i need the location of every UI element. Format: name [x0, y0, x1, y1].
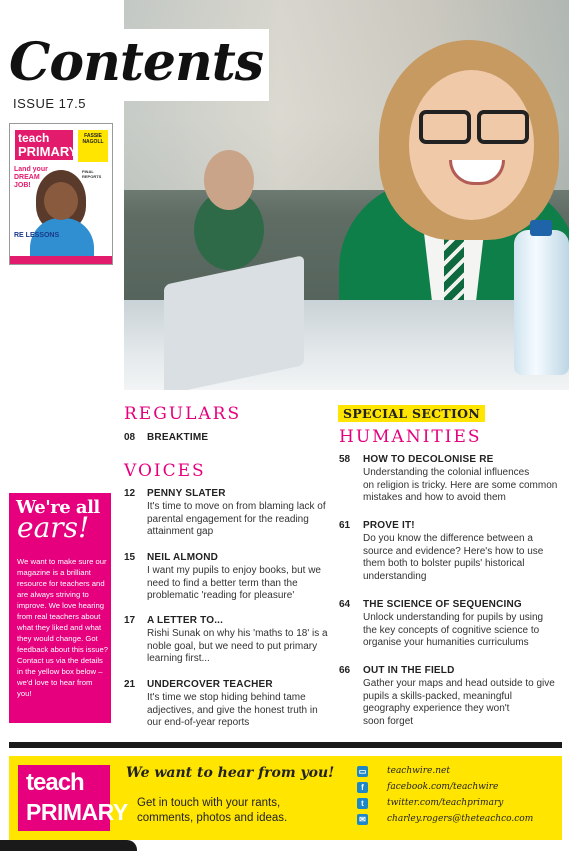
contact-website[interactable] [357, 766, 557, 780]
cover-masthead [15, 130, 78, 160]
feedback-text: We want to make sure our magazine is a brilliant resource for teachers and are always striving to improve. We love hearing from real teachers about what they liked and what they would change. Got feedback about this issue? Contact us via the details in the yellow box below – we'd love to hear from you! [17, 557, 109, 698]
page-title: Contents [9, 32, 264, 93]
logo-line1: teach [26, 769, 84, 796]
contents-entry[interactable] [124, 679, 334, 731]
entry-description: It's time to move on from blaming lack of parental engagement for the reading attainment gap [147, 501, 326, 537]
contents-entry[interactable] [124, 432, 324, 446]
entry-title: HOW TO DECOLONISE RE [363, 454, 494, 465]
contents-entry[interactable] [339, 599, 561, 651]
monitor-icon: ▭ [358, 767, 367, 776]
entry-title: NEIL ALMOND [147, 552, 219, 563]
entry-description: Gather your maps and head outside to give pupils a skills-packed, meaningful geography experience they won't soon forget [363, 678, 555, 727]
issue-number: ISSUE 17.5 [13, 96, 86, 111]
entry-title: THE SCIENCE OF SEQUENCING [363, 599, 522, 610]
page-number: 08 [124, 432, 136, 443]
feedback-heading-script: ears! [17, 511, 90, 544]
facebook-icon: f [357, 782, 368, 793]
page-number: 21 [124, 679, 136, 690]
contact-email[interactable] [357, 814, 557, 828]
entry-title: UNDERCOVER TEACHER [147, 679, 273, 690]
page-footer-tab [0, 840, 137, 851]
cover-line: FINAL REPORTS [82, 169, 102, 179]
feedback-panel [9, 493, 111, 723]
contents-entry[interactable] [339, 454, 561, 506]
entry-title: OUT IN THE FIELD [363, 665, 455, 676]
magazine-cover-thumbnail[interactable] [9, 123, 113, 265]
logo-line2: PRIMARY [26, 799, 128, 825]
cover-masthead-line1: teach [18, 131, 50, 145]
twitter-icon: t [357, 798, 368, 809]
entry-title: A LETTER TO... [147, 615, 224, 626]
special-section-label: SPECIAL SECTION [338, 405, 485, 422]
entry-title: PROVE IT! [363, 520, 415, 531]
teach-primary-logo[interactable] [18, 765, 128, 831]
cover-masthead-line2: PRIMARY [18, 144, 78, 159]
page-number: 12 [124, 488, 136, 499]
entry-description: Rishi Sunak on why his 'maths to 18' is a noble goal, but we need to put primary learning first... [147, 628, 328, 664]
section-heading-humanities: HUMANITIES [339, 427, 482, 447]
section-heading-voices: VOICES [124, 461, 206, 481]
page-number: 66 [339, 665, 351, 676]
page-number: 17 [124, 615, 136, 626]
page-number: 64 [339, 599, 351, 610]
feedback-heading: We're all [16, 497, 100, 518]
contact-text: twitter.com/teachprimary [387, 798, 504, 808]
section-heading-regulars: REGULARS [124, 404, 242, 424]
contact-facebook[interactable] [357, 782, 557, 796]
contact-twitter[interactable] [357, 798, 557, 812]
entry-description: I want my pupils to enjoy books, but we need to find a better term than the problematic 'reading for pleasure' [147, 565, 321, 601]
contact-text: teachwire.net [387, 766, 450, 776]
contact-text: charley.rogers@theteachco.com [387, 814, 534, 824]
entry-description: Unlock understanding for pupils by using the key concepts of cognitive science to organise your humanities curriculums [363, 612, 544, 648]
entry-description: Understanding the colonial influences on religion is tricky. Here are some common mistakes and how to avoid them [363, 467, 558, 503]
entry-title: BREAKTIME [147, 432, 209, 443]
cover-flash: FASSIE NAGOLL [78, 130, 108, 162]
entry-description: It's time we stop hiding behind tame adjectives, and give the honest truth in our end-of-year reports [147, 692, 318, 728]
page-number: 15 [124, 552, 136, 563]
entry-title: PENNY SLATER [147, 488, 226, 499]
contents-entry[interactable] [124, 552, 334, 604]
contents-entry[interactable] [124, 488, 334, 540]
cover-line: Land your DREAM JOB! [14, 166, 48, 189]
email-icon: ✉ [357, 814, 368, 825]
contact-text: facebook.com/teachwire [387, 782, 499, 792]
page-number: 58 [339, 454, 351, 465]
contents-entry[interactable] [339, 520, 561, 584]
entry-description: Do you know the difference between a source and evidence? Here's how to use them both to bolster pupils' historical understanding [363, 533, 544, 582]
water-bottle [514, 230, 569, 375]
contents-entry[interactable] [339, 665, 561, 729]
banner-headline: We want to hear from you! [126, 765, 335, 781]
banner-text: Get in touch with your rants, comments, photos and ideas. [137, 797, 288, 824]
contents-entry[interactable] [124, 615, 334, 667]
contact-banner [9, 756, 562, 840]
page-number: 61 [339, 520, 351, 531]
divider [9, 742, 562, 748]
cover-line: RE LESSONS [14, 232, 60, 239]
